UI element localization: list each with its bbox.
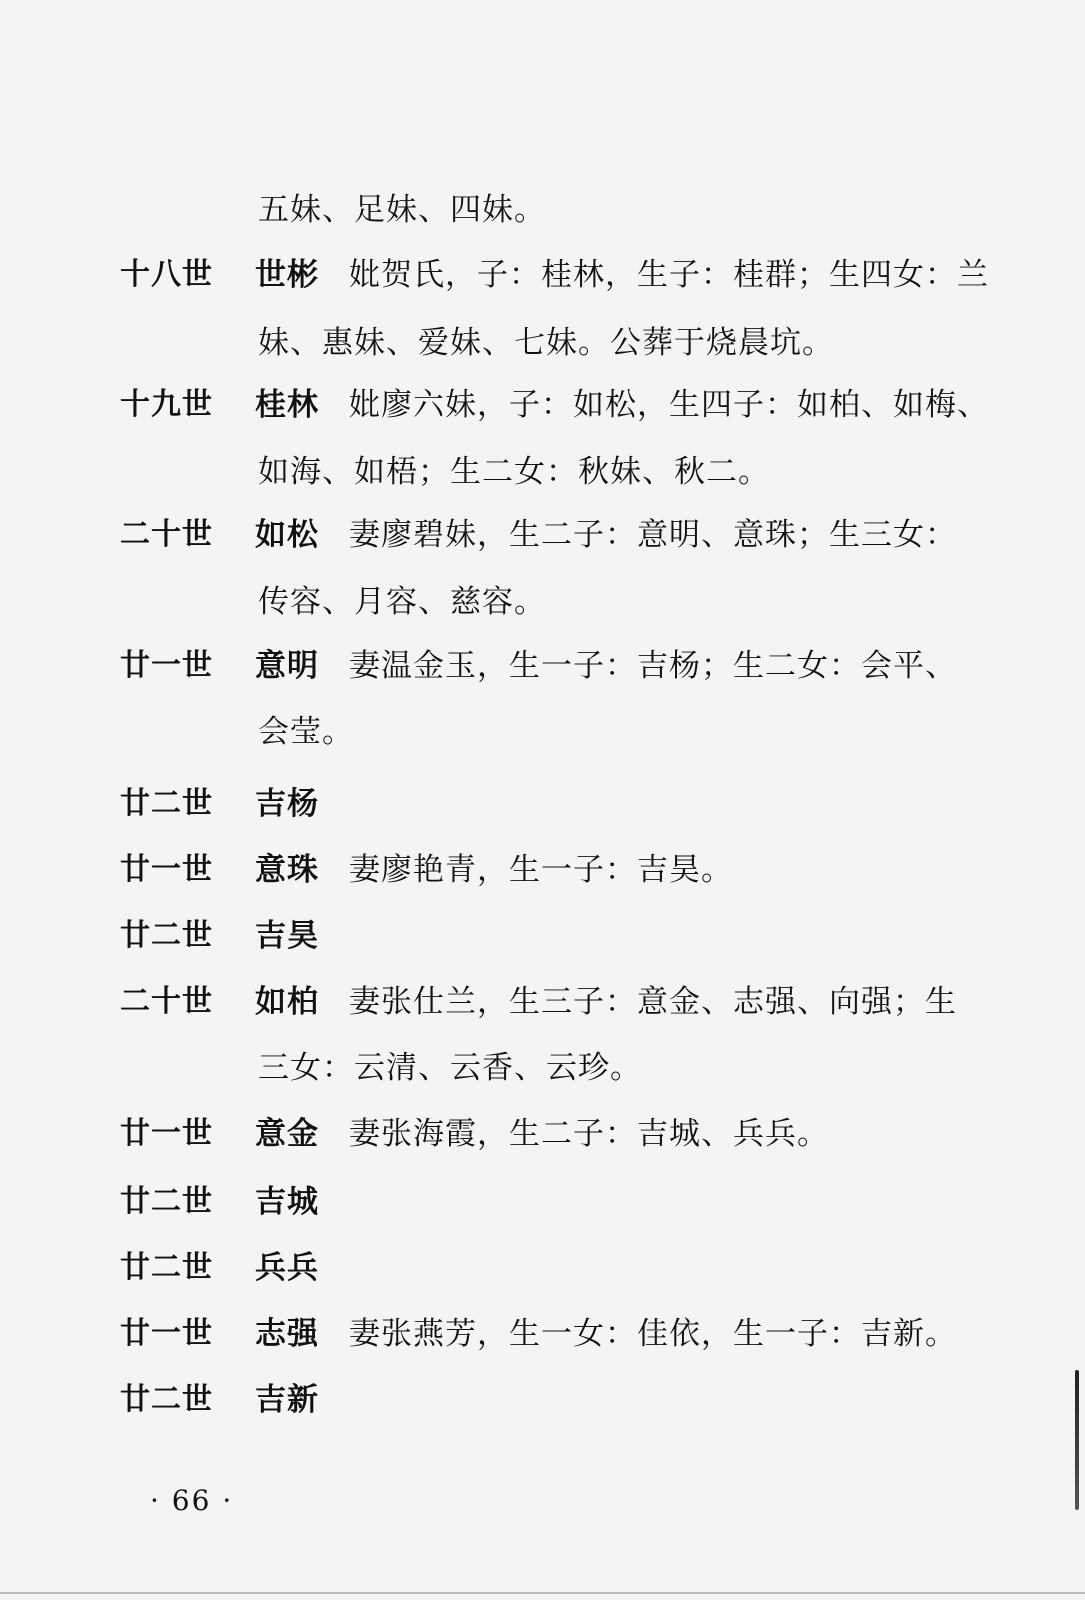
person-name: 世彬 — [255, 257, 319, 293]
person-name: 吉昊 — [255, 918, 319, 954]
entry-line — [255, 1314, 957, 1354]
generation-label: 廿二世 — [120, 1382, 213, 1417]
page-number: · 66 · — [150, 1484, 234, 1517]
person-description: 妻张仕兰，生三子：意金、志强、向强；生 — [349, 984, 957, 1020]
continuation-line: 会莹。 — [258, 714, 354, 750]
entry-line — [255, 982, 957, 1022]
generation-label: 廿二世 — [120, 1184, 213, 1219]
generation-label: 十八世 — [120, 257, 213, 292]
entry-line — [255, 255, 989, 295]
entry-line — [255, 385, 989, 425]
person-description: 妻廖碧妹，生二子：意明、意珠；生三女： — [349, 517, 957, 553]
entry-line — [255, 850, 733, 890]
generation-label: 二十世 — [120, 984, 213, 1019]
person-name: 志强 — [255, 1316, 319, 1352]
entry-line — [255, 1380, 319, 1420]
generation-label: 廿二世 — [120, 1250, 213, 1285]
continuation-line: 如海、如梧；生二女：秋妹、秋二。 — [258, 454, 770, 490]
person-name: 意金 — [255, 1116, 319, 1152]
entry-line — [255, 646, 957, 686]
entry-line — [255, 1248, 319, 1288]
person-description: 妣贺氏，子：桂林，生子：桂群；生四女：兰 — [349, 257, 989, 293]
person-description: 妻张海霞，生二子：吉城、兵兵。 — [349, 1116, 829, 1152]
entry-line — [255, 1114, 829, 1154]
generation-label: 二十世 — [120, 517, 213, 552]
person-name: 吉城 — [255, 1184, 319, 1220]
person-name: 吉新 — [255, 1382, 319, 1418]
person-name: 吉杨 — [255, 786, 319, 822]
continuation-line: 传容、月容、慈容。 — [258, 584, 546, 620]
person-name: 意珠 — [255, 852, 319, 888]
person-description: 妻廖艳青，生一子：吉昊。 — [349, 852, 733, 888]
continuation-line: 妹、惠妹、爱妹、七妹。公葬于烧晨坑。 — [258, 325, 834, 361]
continuation-line: 三女：云清、云香、云珍。 — [258, 1050, 642, 1086]
person-name: 如松 — [255, 517, 319, 553]
entry-line — [255, 515, 957, 555]
person-name: 如柏 — [255, 984, 319, 1020]
person-name: 兵兵 — [255, 1250, 319, 1286]
generation-label: 廿一世 — [120, 1316, 213, 1351]
person-description: 妣廖六妹，子：如松，生四子：如柏、如梅、 — [349, 387, 989, 423]
scan-bottom-edge — [0, 1592, 1085, 1594]
person-description: 妻张燕芳，生一女：佳依，生一子：吉新。 — [349, 1316, 957, 1352]
generation-label: 十九世 — [120, 387, 213, 422]
person-name: 意明 — [255, 648, 319, 684]
generation-label: 廿一世 — [120, 1116, 213, 1151]
entry-line — [255, 1182, 319, 1222]
continuation-line: 五妹、足妹、四妹。 — [258, 192, 546, 228]
generation-label: 廿一世 — [120, 648, 213, 683]
entry-line — [255, 916, 319, 956]
generation-label: 廿二世 — [120, 786, 213, 821]
scan-edge-mark — [1075, 1370, 1079, 1510]
generation-label: 廿二世 — [120, 918, 213, 953]
person-name: 桂林 — [255, 387, 319, 423]
person-description: 妻温金玉，生一子：吉杨；生二女：会平、 — [349, 648, 957, 684]
entry-line — [255, 784, 319, 824]
generation-label: 廿一世 — [120, 852, 213, 887]
